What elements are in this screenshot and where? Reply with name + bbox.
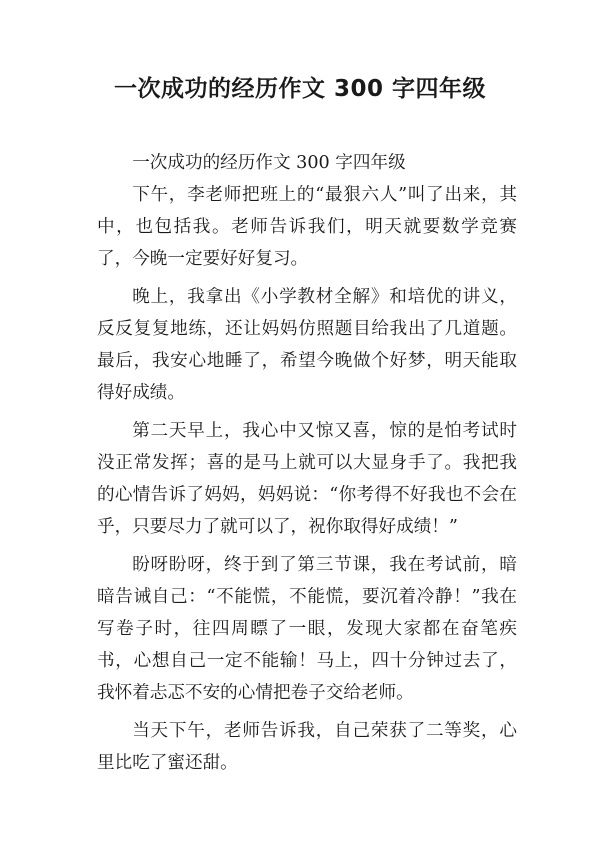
document-title: 一次成功的经历作文 300 字四年级 <box>113 76 487 102</box>
paragraph: 下午，李老师把班上的“最狠六人”叫了出来，其中，也包括我。老师告诉我们，明天就要数学竞赛了，今晚一定要好好复习。 <box>97 185 517 269</box>
document-body <box>97 147 517 785</box>
paragraph: 盼呀盼呀，终于到了第三节课，我在考试前，暗暗告诫自己：“不能慌，不能慌，要沉着冷静！”我在写卷子时，往四周瞟了一眼，发现大家都在奋笔疾书，心想自己一定不能输！马上，四十分钟过去了，我怀着忐忑不安的心情把卷子交给老师。 <box>97 555 517 703</box>
paragraph: 当天下午，老师告诉我，自己荣获了二等奖，心里比吃了蜜还甜。 <box>97 721 517 773</box>
document-subtitle: 一次成功的经历作文 300 字四年级 <box>132 153 406 173</box>
paragraph: 晚上，我拿出《小学教材全解》和培优的讲义，反反复复地练，还让妈妈仿照题目给我出了几道题。最后，我安心地睡了，希望今晚做个好梦，明天能取得好成绩。 <box>97 287 517 403</box>
paragraph: 第二天早上，我心中又惊又喜，惊的是怕考试时没正常发挥；喜的是马上就可以大显身手了。我把我的心情告诉了妈妈，妈妈说：“你考得不好我也不会在乎，只要尽力了就可以了，祝你取得好成绩！” <box>97 421 517 537</box>
